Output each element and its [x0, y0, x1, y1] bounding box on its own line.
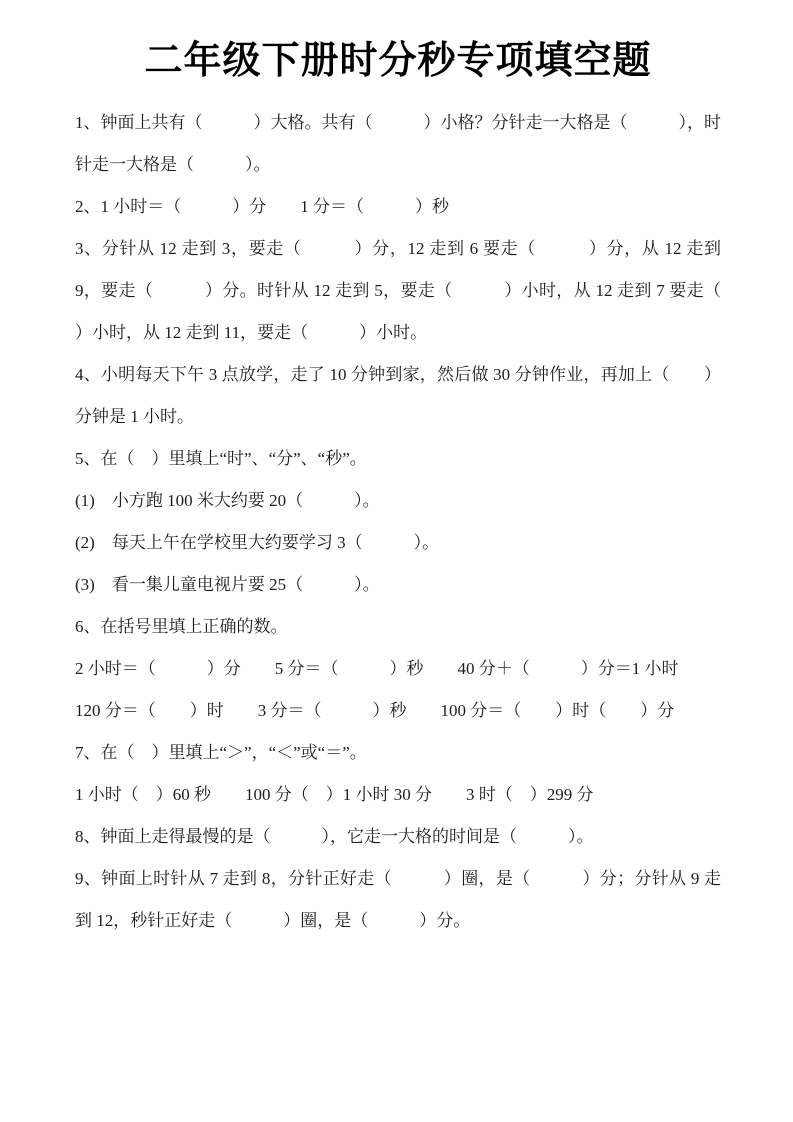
question-8: 8、钟面上走得最慢的是（ ），它走一大格的时间是（ ）。 [75, 827, 594, 846]
question-7-line: 1 小时（ ）60 秒 100 分（ ）1 小时 30 分 3 时（ ）299 分 [75, 785, 594, 804]
question-list [75, 102, 772, 942]
question-9: 9、钟面上时针从 7 走到 8，分针正好走（ ）圈，是（ ）分；分针从 9 走到 12，秒针正好走（ ）圈，是（ ）分。 [75, 869, 721, 930]
question-6-intro: 6、在括号里填上正确的数。 [75, 617, 288, 636]
question-5-item-2: (2) 每天上午在学校里大约要学习 3（ ）。 [75, 533, 440, 552]
question-1: 1、钟面上共有（ ）大格。共有（ ）小格？分针走一大格是（ ），时针走一大格是（ ）。 [75, 113, 721, 174]
question-7-intro: 7、在（ ）里填上“＞”，“＜”或“＝”。 [75, 743, 367, 762]
question-6-line-1: 2 小时＝（ ）分 5 分＝（ ）秒 40 分＋（ ）分＝1 小时 [75, 659, 679, 678]
question-2: 2、1 小时＝（ ）分 1 分＝（ ）秒 [75, 197, 449, 216]
question-5-item-1: (1) 小方跑 100 米大约要 20（ ）。 [75, 491, 380, 510]
question-3: 3、分针从 12 走到 3，要走（ ）分，12 走到 6 要走（ ）分，从 12 走到 9，要走（ ）分。时针从 12 走到 5，要走（ ）小时，从 12 走到 7 要走（ ）小时，从 12 走到 11，要走（ ）小时。 [75, 239, 772, 342]
page-title: 二年级下册时分秒专项填空题 [144, 40, 652, 82]
question-5-intro: 5、在（ ）里填上“时”、“分”、“秒”。 [75, 449, 367, 468]
question-5-item-3: (3) 看一集儿童电视片要 25（ ）。 [75, 575, 380, 594]
question-6-line-2: 120 分＝（ ）时 3 分＝（ ）秒 100 分＝（ ）时（ ）分 [75, 701, 675, 720]
question-4: 4、小明每天下午 3 点放学，走了 10 分钟到家，然后做 30 分钟作业，再加上（ ）分钟是 1 小时。 [75, 365, 721, 426]
